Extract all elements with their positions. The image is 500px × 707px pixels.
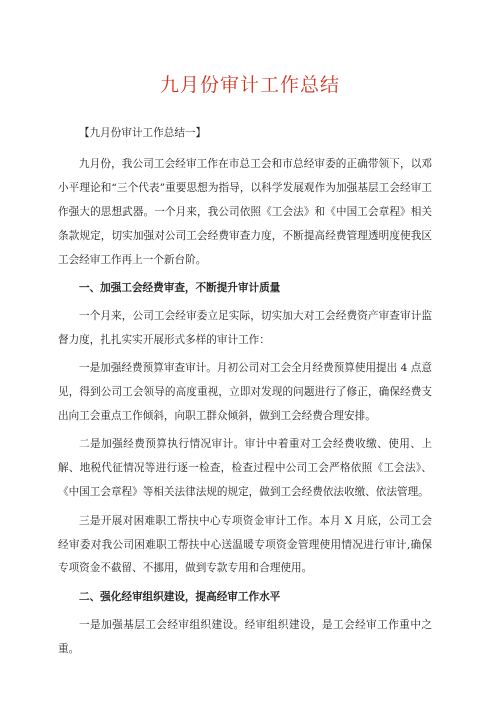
document-subtitle: 【九月份审计工作总结一】 <box>79 127 207 139</box>
section-heading: 一、加强工会经费审查，不断提升审计质量 <box>79 281 281 294</box>
body-paragraph: 一是加强基层工会经审组织建设。经审组织建设，是工会经审工作重中之重。 <box>58 618 432 655</box>
body-paragraph: 三是开展对困难职工帮扶中心专项资金审计工作。本月 X 月底，公司工会经审委对我公司困难职工帮扶中心送温暖专项资金管理使用情况进行审计,确保专项资金不截留、不挪用，做到专款专用和合理使用。 <box>58 514 432 575</box>
body-paragraph: 九月份，我公司工会经审工作在市总工会和市总经审委的正确带领下，以邓小平理论和“三个代表”重要思想为指导，以科学发展观作为加强基层工会经审工作强大的思想武器。一个月来，我公司依照《工会法》和《中国工会章程》相关条款规定，切实加强对公司工会经费审查力度，不断提高经费管理透明度使我区工会经审工作再上一个新台阶。 <box>58 157 432 266</box>
body-paragraph: 一是加强经费预算审查审计。月初公司对工会全月经费预算使用提出 4 点意见，得到公司工会领导的高度重视，立即对发现的问题进行了修正，确保经费支出向工会重点工作倾斜，向职工群众倾斜，做到工会经费合理安排。 <box>58 362 432 422</box>
body-paragraph: 一个月来，公司工会经审委立足实际，切实加大对工会经费资产审查审计监督力度，扎扎实实开展形式多样的审计工作： <box>58 309 432 346</box>
body-paragraph: 二是加强经费预算执行情况审计。审计中着重对工会经费收缴、使用、上解、地税代征情况等进行逐一检查，检查过程中公司工会严格依照《工会法》、《中国工会章程》等相关法律法规的规定，做到工会经费依法收缴、依法管理。 <box>58 438 432 499</box>
section-heading: 二、强化经审组织建设，提高经审工作水平 <box>79 590 281 603</box>
document-body <box>58 122 432 666</box>
document-title: 九月份审计工作总结 <box>159 74 340 96</box>
